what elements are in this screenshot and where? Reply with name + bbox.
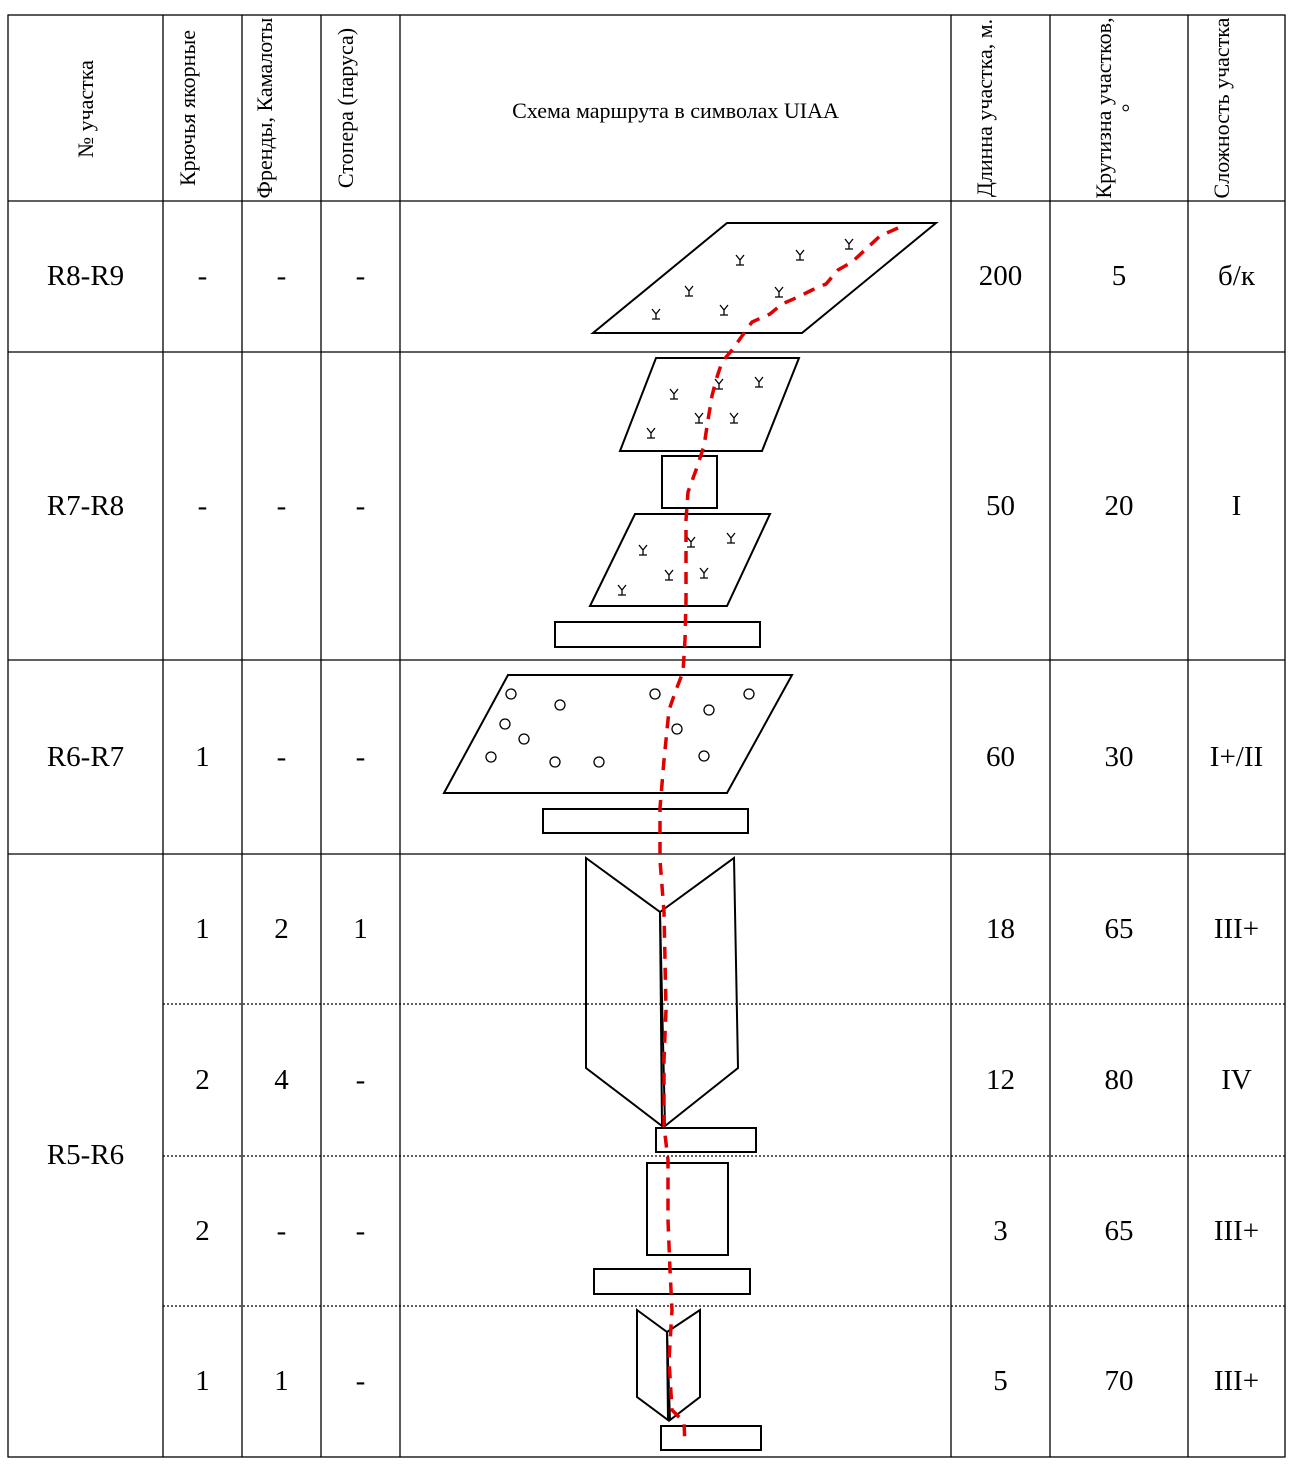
grass-icon <box>715 379 723 389</box>
cell-length: 18 <box>986 912 1015 945</box>
cell-stoppers: - <box>355 1365 366 1397</box>
ledge-bar <box>656 1128 756 1152</box>
grass-icon <box>647 428 655 438</box>
cell-difficulty: б/к <box>1218 260 1255 292</box>
header-friends-text: Френды, Камалоты <box>252 17 277 199</box>
cell-stoppers: - <box>355 260 366 292</box>
cell-pitons: 1 <box>195 740 210 773</box>
dihedral-left <box>586 858 662 1126</box>
grass-icon <box>775 287 783 297</box>
scree-parallelogram <box>444 675 792 793</box>
cell-friends: 2 <box>274 912 289 945</box>
grass-icon <box>652 309 660 319</box>
cell-steepness: 65 <box>1104 912 1134 945</box>
cell-length: 5 <box>993 1365 1008 1397</box>
grass-icon <box>736 255 744 265</box>
cell-length: 50 <box>986 489 1015 522</box>
section-label: R6-R7 <box>46 740 125 773</box>
cell-length: 60 <box>986 740 1015 773</box>
grass-icon <box>755 377 763 387</box>
dihedral-right <box>660 858 738 1126</box>
cell-steepness: 20 <box>1104 489 1134 522</box>
header-scheme <box>400 90 951 130</box>
header-length-text: Длинна участка, м. <box>972 18 997 198</box>
cell-difficulty: III+ <box>1213 1214 1260 1247</box>
header-steepness-text: Крутизна участков, ° <box>1091 17 1142 199</box>
cell-pitons: 2 <box>195 1214 210 1247</box>
grass-icon <box>700 568 708 578</box>
grass-icon <box>687 537 695 547</box>
header-friends <box>252 15 308 201</box>
ledge-bar <box>543 809 748 833</box>
grass-icon <box>727 533 735 543</box>
section-label: R5-R6 <box>46 1139 125 1171</box>
cell-steepness: 30 <box>1104 740 1134 773</box>
section-label: R7-R8 <box>46 489 125 522</box>
cell-friends: - <box>276 740 287 773</box>
grass-icon <box>796 250 804 260</box>
cell-length: 12 <box>986 1063 1015 1096</box>
grass-icon <box>639 545 647 555</box>
cell-difficulty: IV <box>1221 1063 1252 1096</box>
ledge-bar <box>555 622 760 647</box>
cell-pitons: - <box>197 489 208 522</box>
header-stoppers <box>333 15 389 201</box>
cell-friends: - <box>276 489 287 522</box>
cell-pitons: 1 <box>195 912 210 945</box>
header-pitons-text: Крючья якорные <box>175 30 200 186</box>
cell-friends: - <box>276 260 287 292</box>
grass-icon <box>665 570 673 580</box>
cell-stoppers: - <box>355 740 366 773</box>
header-stoppers-text: Стопера (паруса) <box>333 27 358 189</box>
cell-friends: 4 <box>274 1063 289 1096</box>
cell-steepness: 5 <box>1111 260 1127 292</box>
cell-steepness: 65 <box>1104 1214 1134 1247</box>
cell-pitons: 1 <box>195 1365 210 1397</box>
cell-length: 200 <box>978 260 1023 292</box>
cell-friends: 1 <box>274 1365 289 1397</box>
step-box <box>662 456 717 508</box>
slope-parallelogram <box>620 358 799 451</box>
grass-icon <box>685 286 693 296</box>
cell-stoppers: - <box>355 1063 366 1096</box>
grass-symbols <box>618 239 853 595</box>
grass-icon <box>845 239 853 249</box>
wall-box <box>647 1163 728 1255</box>
cell-difficulty: I <box>1231 489 1242 522</box>
cell-steepness: 70 <box>1104 1365 1134 1397</box>
cell-friends: - <box>276 1214 287 1247</box>
header-difficulty-text: Сложность участка <box>1209 17 1234 199</box>
header-steepness <box>1091 15 1147 201</box>
cell-stoppers: - <box>355 1214 366 1247</box>
cell-difficulty: III+ <box>1213 1365 1260 1397</box>
header-pitons <box>175 15 231 201</box>
header-length <box>972 15 1028 201</box>
header-difficulty <box>1209 15 1265 201</box>
route-scheme <box>444 223 936 1450</box>
grass-icon <box>618 585 626 595</box>
cell-difficulty: I+/II <box>1209 740 1264 773</box>
slope-parallelogram <box>590 514 770 606</box>
cell-difficulty: III+ <box>1213 912 1260 945</box>
slope-parallelogram <box>593 223 936 333</box>
grass-icon <box>720 305 728 315</box>
cell-stoppers: - <box>355 489 366 522</box>
cell-stoppers: 1 <box>353 912 368 945</box>
cell-pitons: - <box>197 260 208 292</box>
grass-icon <box>695 413 703 423</box>
header-section: № участка <box>73 60 98 158</box>
grass-icon <box>730 413 738 423</box>
cell-pitons: 2 <box>195 1063 210 1096</box>
cell-steepness: 80 <box>1104 1063 1134 1096</box>
dihedral-left <box>637 1310 668 1420</box>
header-scheme-text: Схема маршрута в символах UIAA <box>512 97 839 123</box>
grass-icon <box>670 389 678 399</box>
scree-symbols <box>486 689 754 767</box>
section-label: R8-R9 <box>46 260 125 292</box>
ledge-bar <box>661 1426 761 1450</box>
cell-length: 3 <box>993 1214 1008 1247</box>
